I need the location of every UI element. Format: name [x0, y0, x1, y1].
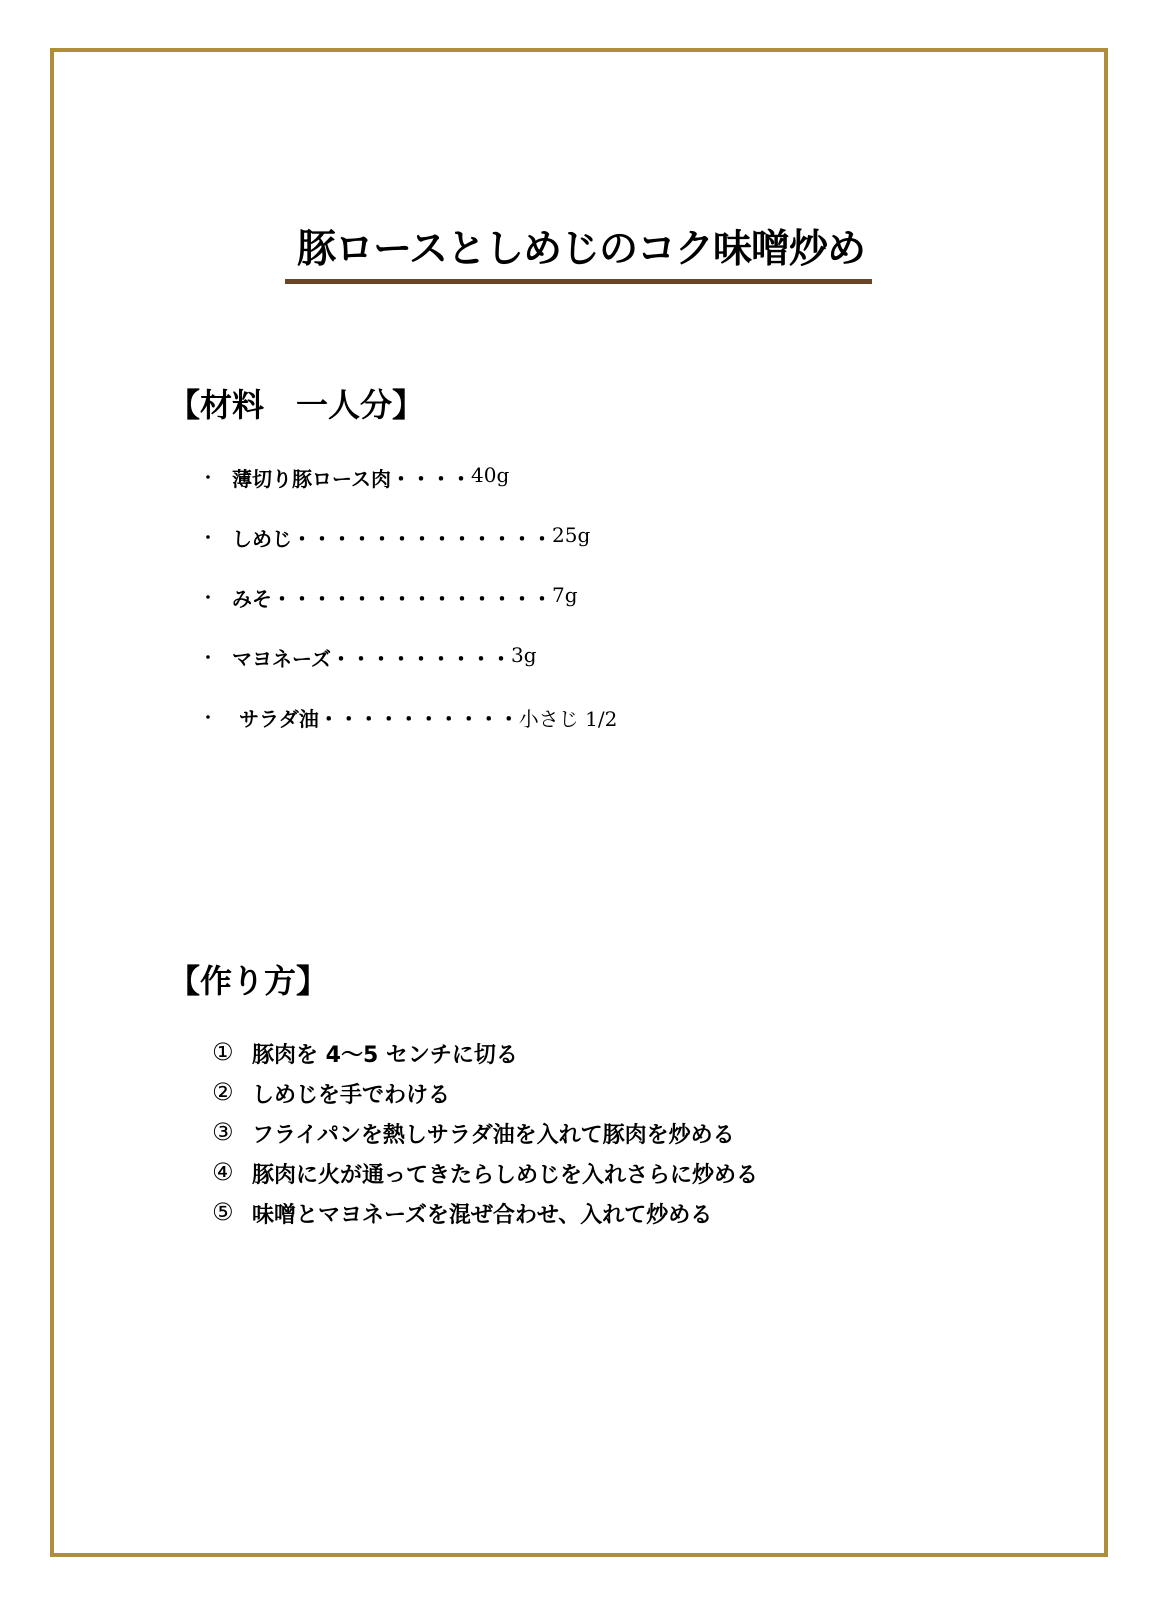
ingredient-amount: 3g [511, 643, 537, 667]
method-heading: 【作り方】 [168, 962, 329, 1000]
ingredient-name: 薄切り豚ロース肉 [232, 467, 391, 491]
leader-dots: ・・・・ [391, 467, 471, 491]
leader-dots: ・・・・・・・・・・・・・ [292, 527, 552, 551]
step-item [212, 1118, 758, 1158]
step-item [212, 1158, 758, 1198]
step-number: ② [212, 1078, 234, 1106]
ingredient-item [200, 523, 617, 583]
ingredient-name: みそ [232, 587, 272, 611]
ingredient-amount: 25g [552, 523, 591, 547]
bullet-icon: ・ [200, 588, 217, 607]
ingredient-item [200, 463, 617, 523]
ingredient-amount: 7g [552, 583, 578, 607]
step-text: 味噌とマヨネーズを混ぜ合わせ、入れて炒める [252, 1203, 713, 1228]
recipe-title: 豚ロースとしめじのコク味噌炒め [296, 227, 866, 272]
ingredient-item [200, 703, 617, 763]
ingredient-list [200, 463, 617, 763]
bullet-icon: ・ [200, 528, 217, 547]
leader-dots: ・・・・・・・・・・・・・・ [272, 587, 552, 611]
ingredient-item [200, 643, 617, 703]
ingredient-name: しめじ [232, 527, 292, 551]
step-list [212, 1038, 758, 1238]
leader-dots: ・・・・・・・・・・ [318, 707, 519, 731]
bullet-icon: ・ [200, 708, 217, 727]
bullet-icon: ・ [200, 648, 217, 667]
ingredient-name: マヨネーズ [232, 647, 331, 671]
step-number: ⑤ [212, 1198, 234, 1226]
step-text: 豚肉に火が通ってきたらしめじを入れさらに炒める [252, 1163, 759, 1188]
step-text: フライパンを熱しサラダ油を入れて豚肉を炒める [252, 1123, 735, 1148]
ingredient-amount: 小さじ 1/2 [518, 707, 618, 731]
step-number: ④ [212, 1158, 234, 1186]
bullet-icon: ・ [200, 468, 217, 487]
step-item [212, 1038, 758, 1078]
leader-dots: ・・・・・・・・・ [331, 647, 511, 671]
step-text: しめじを手でわける [252, 1083, 451, 1108]
ingredient-item [200, 583, 617, 643]
ingredient-amount: 40g [471, 463, 510, 487]
step-item [212, 1078, 758, 1118]
ingredients-heading: 【材料 一人分】 [168, 386, 425, 424]
step-number: ① [212, 1038, 234, 1066]
page-frame [50, 48, 1108, 1557]
step-number: ③ [212, 1118, 234, 1146]
ingredient-name: サラダ油 [232, 707, 319, 731]
step-item [212, 1198, 758, 1238]
title-underline [285, 279, 872, 284]
step-text: 豚肉を 4〜5 センチに切る [252, 1043, 518, 1068]
